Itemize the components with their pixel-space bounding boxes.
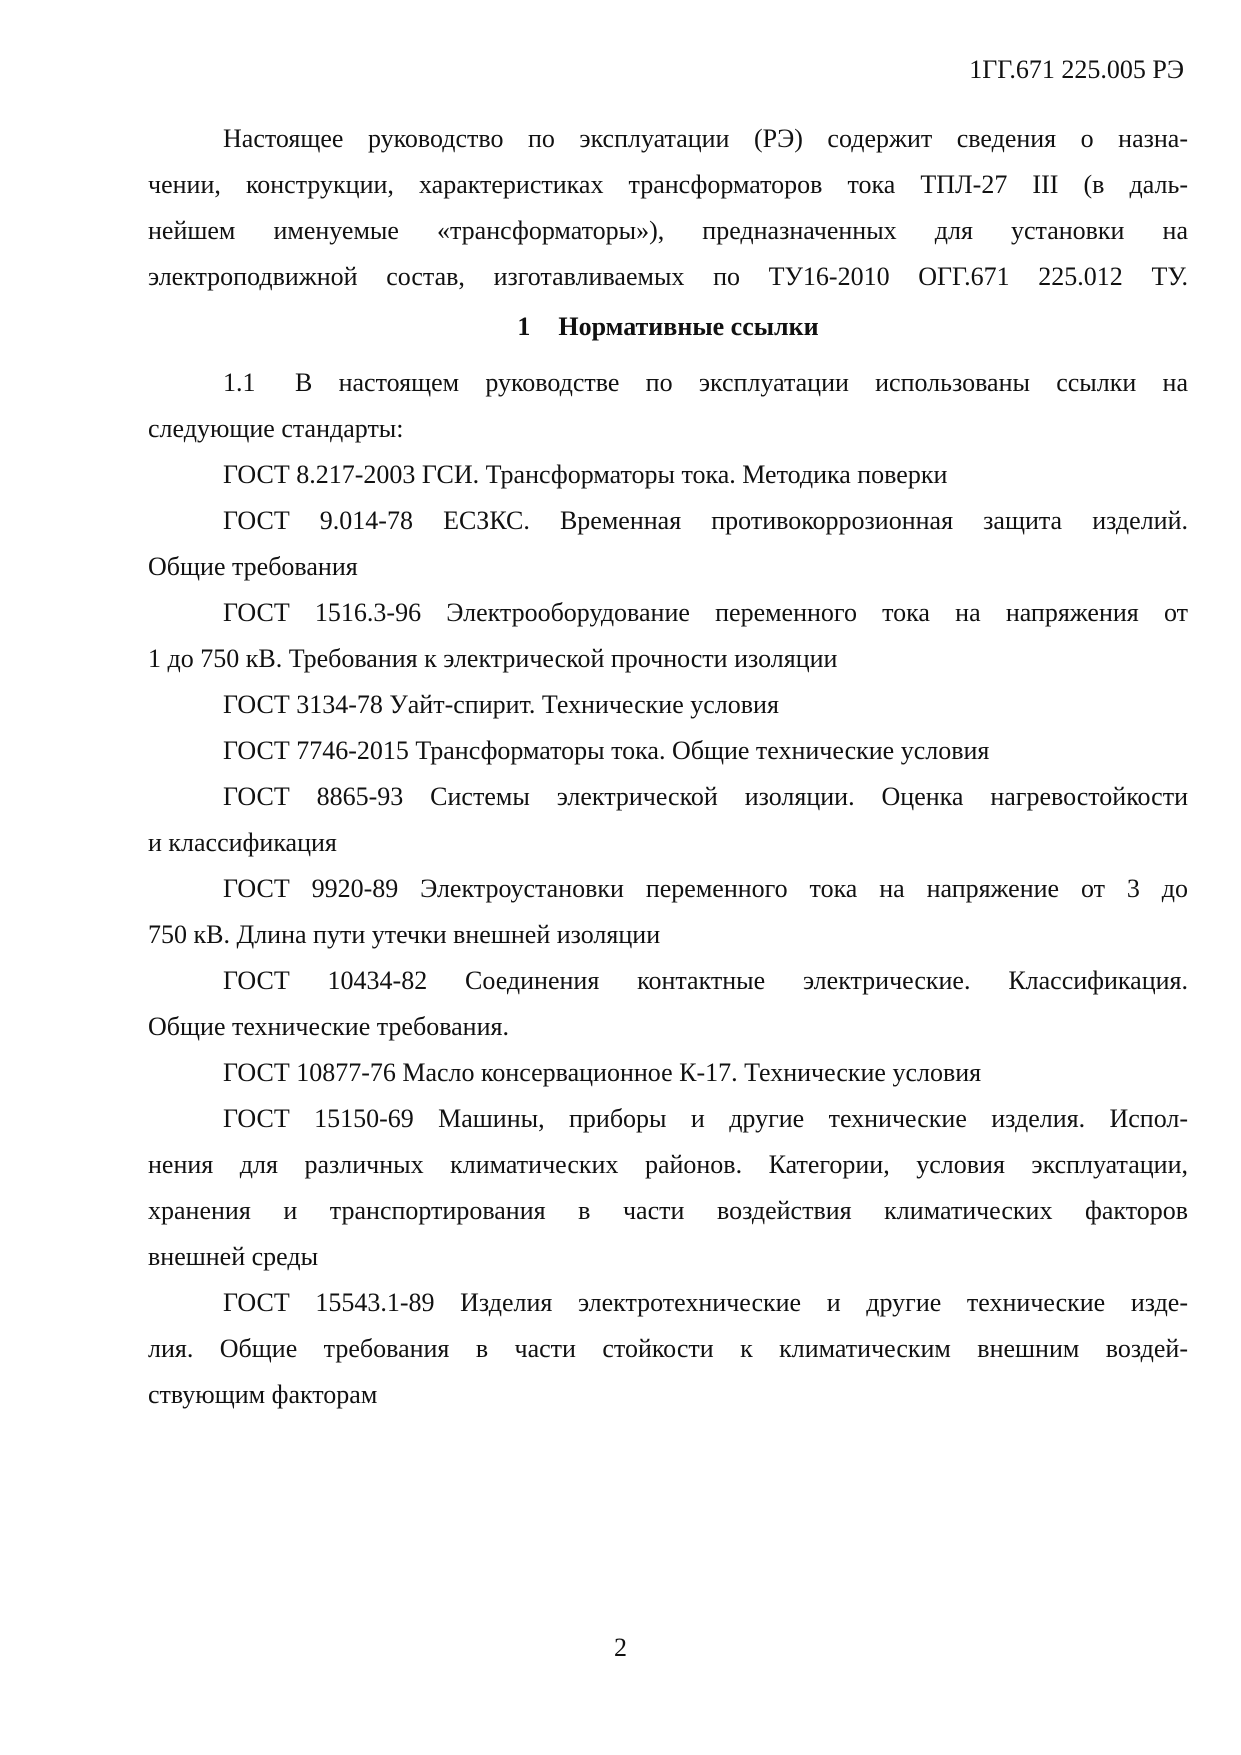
reference-item (148, 1096, 1188, 1280)
reference-line: ГОСТ 7746-2015 Трансформаторы тока. Общие технические условия (223, 736, 990, 765)
reference-line: 750 кВ. Длина пути утечки внешней изоляции (148, 920, 661, 949)
reference-line: внешней среды (148, 1242, 319, 1271)
clause-line (148, 360, 1188, 406)
intro-line: электроподвижной состав, изготавливаемых по ТУ16-2010 ОГГ.671 225.012 ТУ. (148, 262, 1188, 291)
reference-line: ГОСТ 1516.3-96 Электрооборудование переменного тока на напряжения от (223, 598, 1188, 627)
reference-item (148, 682, 1188, 728)
document-code-header: 1ГГ.671 225.005 РЭ (969, 55, 1184, 84)
reference-line: ГОСТ 9.014-78 ЕСЗКС. Временная противокоррозионная защита изделий. (223, 506, 1188, 535)
intro-line: Настоящее руководство по эксплуатации (РЭ) содержит сведения о назна- (223, 124, 1188, 153)
page-number: 2 (614, 1633, 627, 1662)
page-body (148, 116, 1188, 1418)
reference-item (148, 1050, 1188, 1096)
intro-paragraph (148, 116, 1188, 300)
reference-line: ГОСТ 10434-82 Соединения контактные электрические. Классификация. (223, 966, 1188, 995)
reference-item (148, 774, 1188, 866)
reference-line: ГОСТ 3134-78 Уайт-спирит. Технические условия (223, 690, 779, 719)
section-number: 1 (517, 312, 531, 341)
reference-line: ГОСТ 15150-69 Машины, приборы и другие технические изделия. Испол- (223, 1104, 1188, 1133)
reference-line: Общие требования (148, 552, 358, 581)
section-title: Нормативные ссылки (558, 312, 819, 341)
reference-line: ГОСТ 8.217-2003 ГСИ. Трансформаторы тока. Методика поверки (223, 460, 948, 489)
reference-item (148, 958, 1188, 1050)
references-list (148, 452, 1188, 1418)
clause-number: 1.1 (223, 368, 256, 397)
reference-item (148, 728, 1188, 774)
reference-line: ГОСТ 15543.1-89 Изделия электротехнические и другие технические изде- (223, 1288, 1188, 1317)
reference-line: ГОСТ 9920-89 Электроустановки переменного тока на напряжение от 3 до (223, 874, 1188, 903)
clause-text: В настоящем руководстве по эксплуатации использованы ссылки на (295, 368, 1188, 397)
reference-item (148, 590, 1188, 682)
reference-line: 1 до 750 кВ. Требования к электрической прочности изоляции (148, 644, 838, 673)
intro-line: чении, конструкции, характеристиках трансформаторов тока ТПЛ-27 III (в даль- (148, 170, 1188, 199)
reference-line: Общие технические требования. (148, 1012, 509, 1041)
reference-item (148, 452, 1188, 498)
clause-line: следующие стандарты: (148, 414, 404, 443)
reference-item (148, 1280, 1188, 1418)
reference-item (148, 498, 1188, 590)
section-heading (148, 304, 1188, 350)
reference-line: лия. Общие требования в части стойкости к климатическим внешним воздей- (148, 1334, 1188, 1363)
clause-1-1 (148, 360, 1188, 452)
reference-item (148, 866, 1188, 958)
reference-line: ГОСТ 10877-76 Масло консервационное К-17. Технические условия (223, 1058, 982, 1087)
reference-line: хранения и транспортирования в части воздействия климатических факторов (148, 1196, 1188, 1225)
reference-line: и классификация (148, 828, 337, 857)
reference-line: ГОСТ 8865-93 Системы электрической изоляции. Оценка нагревостойкости (223, 782, 1188, 811)
reference-line: ствующим факторам (148, 1380, 378, 1409)
reference-line: нения для различных климатических районов. Категории, условия эксплуатации, (148, 1150, 1188, 1179)
intro-line: нейшем именуемые «трансформаторы»), предназначенных для установки на (148, 216, 1188, 245)
